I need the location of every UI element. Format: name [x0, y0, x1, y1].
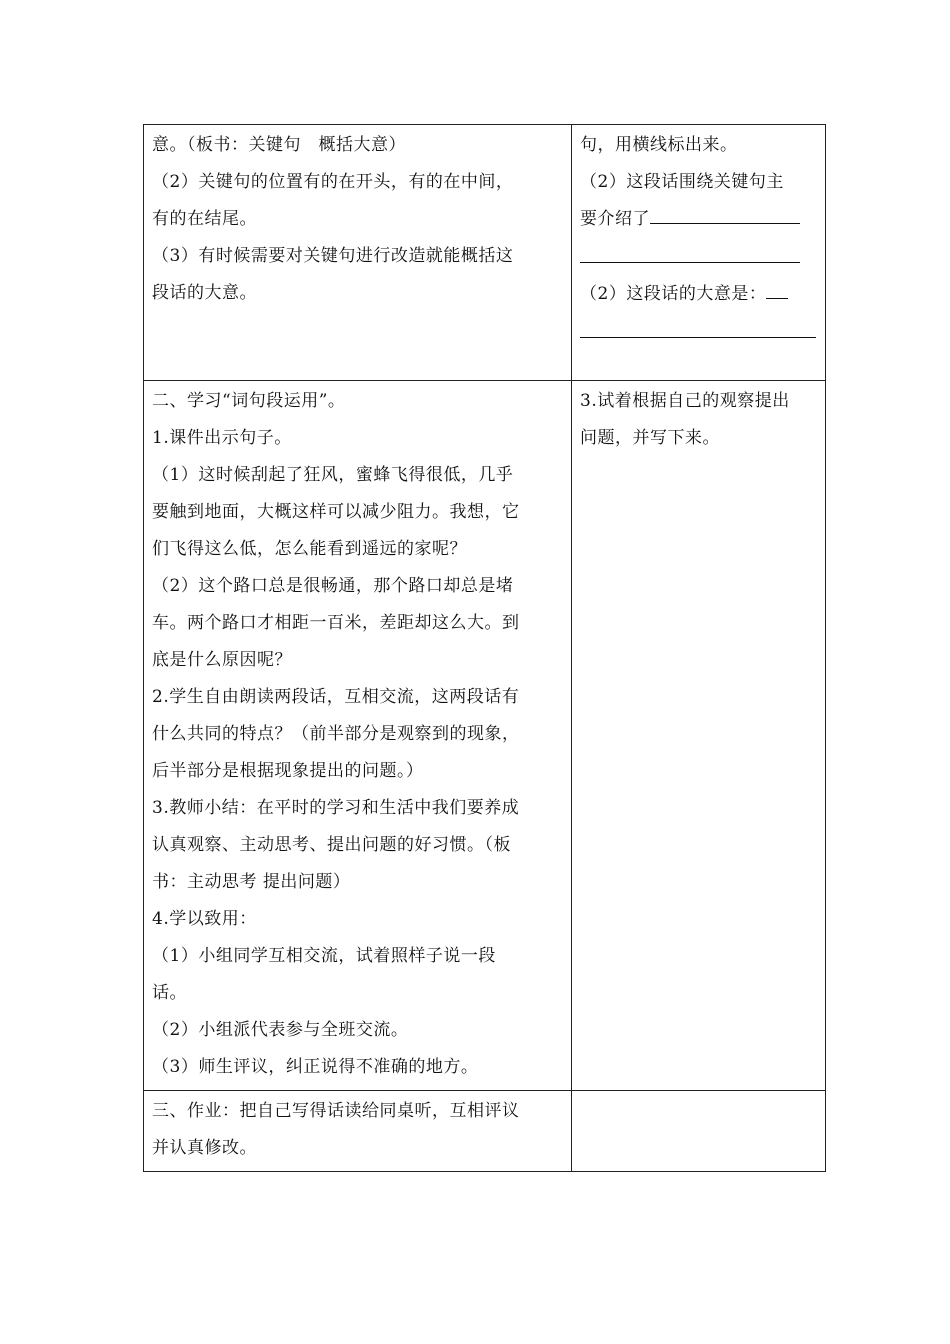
section-heading: 三、作业：把自己写得话读给同桌听，互相评议 — [152, 1101, 520, 1121]
text-line: 2.学生自由朗读两段话，互相交流，这两段话有 — [152, 687, 520, 707]
text-line: 后半部分是根据现象提出的问题。） — [152, 761, 424, 781]
text-line: （1）小组同学互相交流，试着照样子说一段 — [152, 946, 496, 966]
text-line: 意。（板书：关键句 概括大意） — [152, 135, 406, 155]
answer-blank[interactable] — [580, 238, 800, 263]
text-line: （2）关键句的位置有的在开头，有的在中间， — [152, 172, 514, 192]
text-line: （2）这个路口总是很畅通，那个路口却总是堵 — [152, 576, 514, 596]
text-line: 们飞得这么低，怎么能看到遥远的家呢？ — [152, 539, 467, 559]
text-line: 句，用横线标出来。 — [580, 135, 738, 155]
text-line: 4.学以致用： — [152, 909, 257, 929]
student-activity-cell — [572, 1091, 826, 1172]
text-line: 底是什么原因呢？ — [152, 650, 292, 670]
table-row — [144, 381, 826, 1091]
text-line: （3）有时候需要对关键句进行改造就能概括这 — [152, 246, 514, 266]
lesson-plan-table — [143, 124, 826, 1172]
text-line: 要介绍了 — [580, 209, 650, 229]
fill-in-line — [580, 276, 817, 313]
text-line: 有的在结尾。 — [152, 209, 257, 229]
text-line: （2）这段话的大意是： — [580, 284, 767, 304]
text-line: 书：主动思考 提出问题） — [152, 872, 351, 892]
text-line: 话。 — [152, 983, 187, 1003]
text-line: （3）师生评议，纠正说得不准确的地方。 — [152, 1057, 479, 1077]
text-line: （2）小组派代表参与全班交流。 — [152, 1020, 409, 1040]
teacher-activity-cell — [144, 125, 572, 381]
text-line: 1.课件出示句子。 — [152, 428, 292, 448]
text-line: 要触到地面，大概这样可以减少阻力。我想，它 — [152, 502, 520, 522]
student-activity-cell — [572, 381, 826, 1091]
text-line: 车。两个路口才相距一百米，差距却这么大。到 — [152, 613, 520, 633]
fill-in-line — [580, 201, 817, 238]
text-line: 什么共同的特点？（前半部分是观察到的现象， — [152, 724, 520, 744]
table-row — [144, 125, 826, 381]
text-line: 认真观察、主动思考、提出问题的好习惯。（板 — [152, 835, 511, 855]
student-activity-cell — [572, 125, 826, 381]
text-line: 段话的大意。 — [152, 283, 257, 303]
text-line: 3.试着根据自己的观察提出 — [580, 391, 790, 411]
text-line: 3.教师小结：在平时的学习和生活中我们要养成 — [152, 798, 520, 818]
text-line: 问题，并写下来。 — [580, 428, 720, 448]
teacher-activity-cell — [144, 381, 572, 1091]
text-line: 并认真修改。 — [152, 1138, 257, 1158]
text-line: （1）这时候刮起了狂风，蜜蜂飞得很低，几乎 — [152, 465, 514, 485]
answer-blank[interactable] — [766, 276, 788, 299]
table-row — [144, 1091, 826, 1172]
text-line: （2）这段话围绕关键句主 — [580, 172, 784, 192]
section-heading: 二、学习“词句段运用”。 — [152, 391, 346, 411]
answer-blank[interactable] — [580, 313, 816, 338]
teacher-activity-cell — [144, 1091, 572, 1172]
answer-blank[interactable] — [650, 201, 800, 224]
